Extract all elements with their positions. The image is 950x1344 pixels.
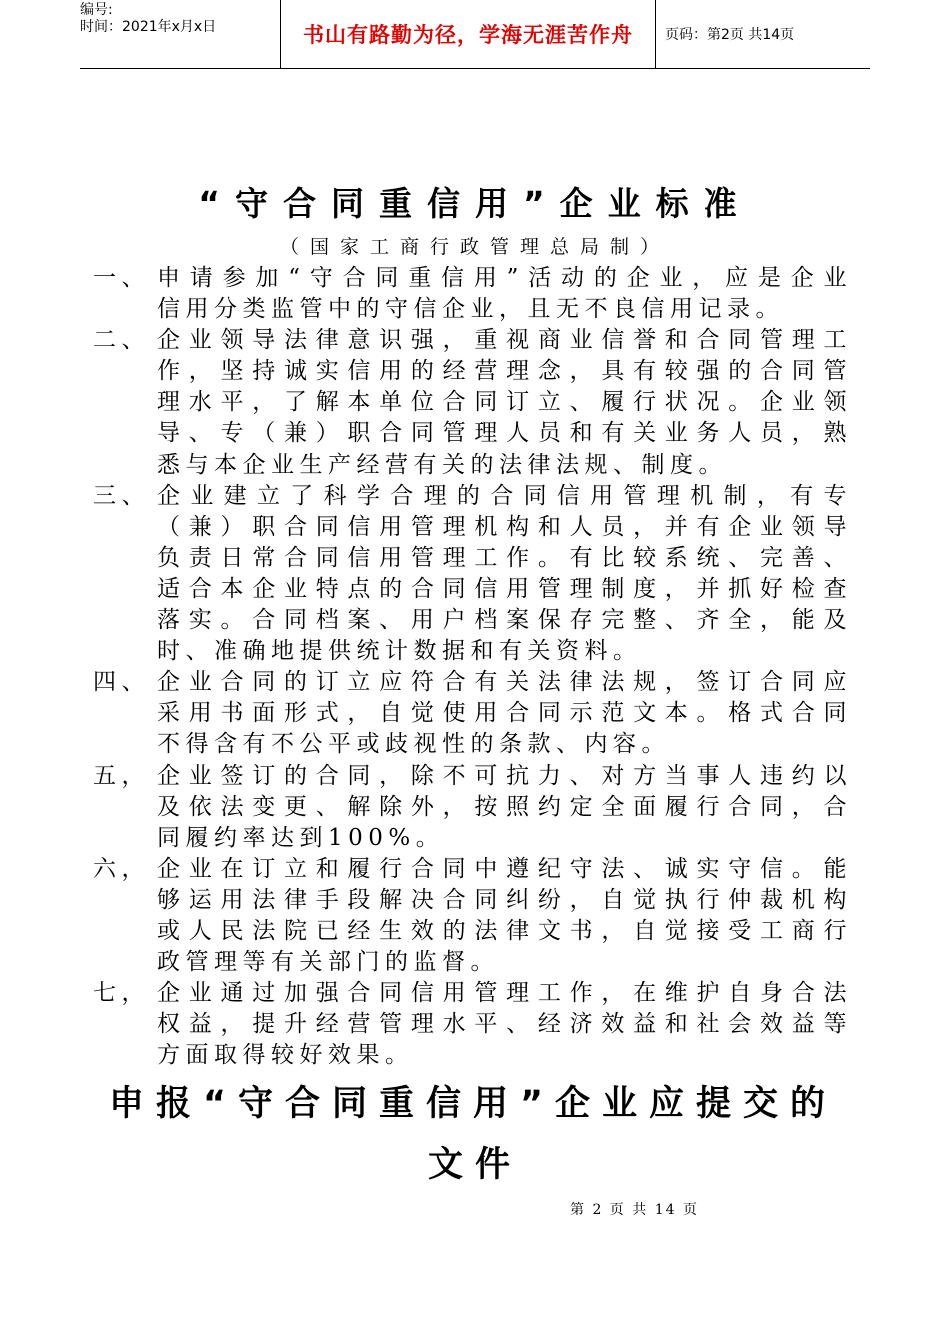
item-number: 四、 [93, 669, 150, 696]
item-text-line: 理水平，了解本单位合同订立、履行状况。企业领 [157, 389, 852, 416]
item-text-line: 企业通过加强合同信用管理工作，在维护自身合法 [157, 980, 852, 1007]
item-text-line: 够运用法律手段解决合同纠纷，自觉执行仲裁机构 [157, 886, 852, 913]
item-text-line: 同履约率达到100%。 [157, 824, 445, 851]
header-page-info: 页码：第2页 共14页 [665, 27, 795, 43]
item-number: 七， [93, 980, 150, 1007]
item-number: 六， [93, 855, 150, 882]
header-motto: 书山有路勤为径，学海无涯苦作舟 [280, 0, 656, 68]
item-text-line: 权益，提升经营管理水平、经济效益和社会效益等 [157, 1011, 852, 1038]
item-text-line: （兼）职合同信用管理机构和人员，并有企业领导 [157, 513, 852, 540]
item-text-line: 采用书面形式，自觉使用合同示范文本。格式合同 [157, 700, 852, 727]
item-text-line: 及依法变更、解除外，按照约定全面履行合同，合 [157, 793, 852, 820]
item-text [157, 325, 852, 480]
list-item [93, 325, 855, 480]
item-text [157, 263, 852, 325]
item-text-line: 企业在订立和履行合同中遵纪守法、诚实守信。能 [157, 855, 852, 882]
item-text-line: 时、准确地提供统计数据和有关资料。 [157, 638, 642, 665]
item-text-line: 企业建立了科学合理的合同信用管理机制，有专 [157, 482, 852, 509]
list-item [93, 978, 855, 1071]
item-text [157, 978, 852, 1071]
item-text-line: 企业领导法律意识强，重视商业信誉和合同管理工 [157, 327, 852, 354]
list-item [93, 761, 855, 854]
item-text-line: 或人民法院已经生效的法律文书，自觉接受工商行 [157, 917, 852, 944]
item-text-line: 负责日常合同信用管理工作。有比较系统、完善、 [157, 544, 852, 571]
item-text-line: 作，坚持诚实信用的经营理念，具有较强的合同管 [157, 358, 852, 385]
item-number: 三、 [93, 482, 150, 509]
list-item [93, 481, 855, 668]
page-header [80, 0, 870, 69]
document-subtitle: （国家工商行政管理总局制） [279, 236, 670, 258]
item-text-line: 悉与本企业生产经营有关的法律法规、制度。 [157, 451, 727, 478]
item-text-line: 政管理等有关部门的监督。 [157, 949, 499, 976]
item-text [157, 854, 852, 978]
list-item [93, 263, 855, 325]
list-item [93, 854, 855, 978]
item-text [157, 667, 852, 760]
item-text-line: 导、专（兼）职合同管理人员和有关业务人员，熟 [157, 420, 852, 447]
item-text [157, 481, 852, 668]
item-number: 二、 [93, 327, 150, 354]
list-item [93, 667, 855, 760]
item-text-line: 申请参加“守合同重信用”活动的企业，应是企业 [157, 265, 852, 291]
item-text-line: 企业签订的合同，除不可抗力、对方当事人违约以 [157, 762, 852, 789]
footer-page-number: 第 2 页 共 14 页 [570, 1202, 699, 1218]
time-label: 时间：2021年x月x日 [80, 19, 217, 35]
item-number: 一、 [93, 265, 150, 291]
standard-items-list [93, 263, 855, 1071]
item-text-line: 不得含有不公平或歧视性的条款、内容。 [157, 731, 670, 758]
item-text-line: 信用分类监管中的守信企业，且无不良信用记录。 [157, 296, 784, 323]
item-number: 五， [93, 762, 150, 789]
item-text-line: 方面取得较好效果。 [157, 1042, 414, 1069]
section-title-line2: 文件 [427, 1145, 522, 1185]
item-text [157, 761, 852, 854]
item-text-line: 落实。合同档案、用户档案保存完整、齐全，能及 [157, 607, 852, 634]
item-text-line: 适合本企业特点的合同信用管理制度，并抓好检查 [157, 575, 852, 602]
header-meta [80, 0, 280, 70]
document-title: “守合同重信用”企业标准 [198, 184, 752, 223]
item-text-line: 企业合同的订立应符合有关法律法规，签订合同应 [157, 669, 852, 696]
number-label: 编号: [80, 2, 113, 18]
section-title-line1: 申报“守合同重信用”企业应提交的 [108, 1084, 837, 1124]
